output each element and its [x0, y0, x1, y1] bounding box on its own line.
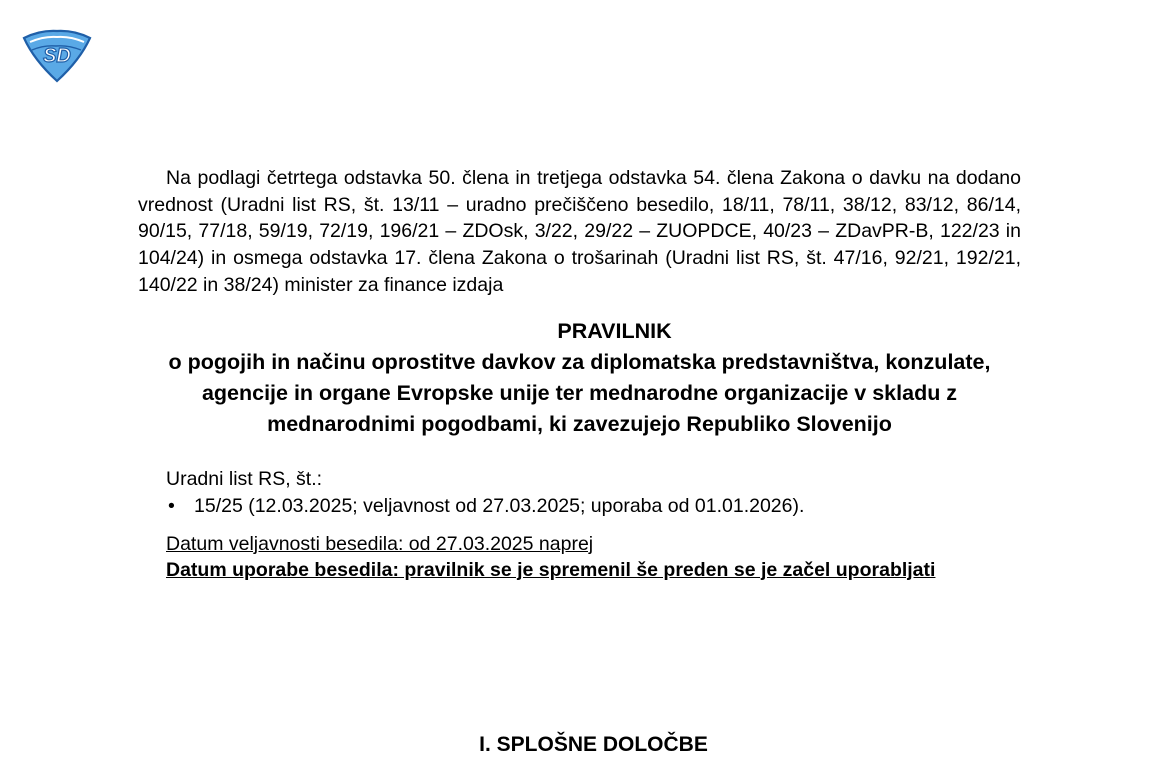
regulation-heading: PRAVILNIK: [557, 318, 672, 343]
validity-block: [138, 531, 1021, 583]
bullet-icon: •: [168, 494, 175, 517]
validity-date: Datum veljavnosti besedila: od 27.03.2025 naprej: [166, 532, 594, 555]
gazette-item-text: 15/25 (12.03.2025; veljavnost od 27.03.2025; uporaba od 01.01.2026).: [194, 494, 805, 517]
intro-paragraph: Na podlagi četrtega odstavka 50. člena in tretjega odstavka 54. člena Zakona o davku na dodano vrednost (Uradni list RS, št. 13/11 – uradno prečiščeno besedilo, 18/11, 78/11, 38/12, 83/12, 86/14, 90/15, 77/18, 59/19, 72/19, 196/21 – ZDOsk, 3/22, 29/22 – ZUOPDCE, 40/23 – ZDavPR-B, 122/23 in 104/24) in osmega odstavka 17. člena Zakona o trošarinah (Uradni list RS, št. 47/16, 92/21, 192/21, 140/22 in 38/24) minister za finance izdaja: [138, 167, 1021, 296]
gazette-label: Uradni list RS, št.:: [166, 467, 323, 490]
sd-logo: [20, 28, 94, 84]
gazette-list-item: [166, 493, 1021, 520]
application-date: Datum uporabe besedila: pravilnik se je spremenil še preden se je začel uporabljati: [166, 558, 936, 581]
regulation-subtitle: o pogojih in načinu oprostitve davkov za diplomatska predstavništva, konzulate, agencije in organe Evropske unije ter mednarodne organizacije v skladu z mednarodnimi pogodbami, ki zavezujejo Republiko Slovenijo: [168, 349, 991, 436]
sd-shield-logo-icon: [20, 28, 94, 84]
official-gazette-block: [138, 466, 1021, 520]
regulation-title: [138, 316, 1021, 440]
logo-text: SD: [43, 45, 71, 67]
document-body: [138, 165, 1021, 583]
section-heading: I. SPLOŠNE DOLOČBE: [479, 733, 708, 756]
gazette-list: [166, 493, 1021, 520]
